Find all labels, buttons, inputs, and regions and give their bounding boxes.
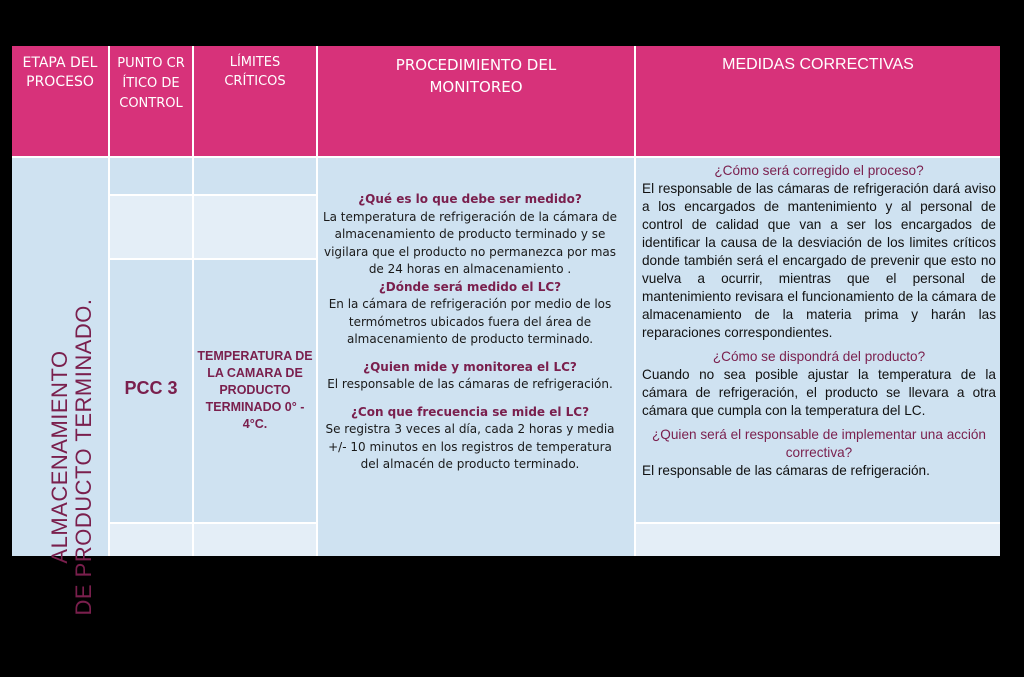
haccp-table — [12, 46, 1000, 616]
proc-answer-1: La temperatura de refrigeración de la cámara de almacenamiento de producto terminado y se vigilara que el producto no permanezca por mas de 24 horas en almacenamiento . — [322, 209, 618, 276]
limites-cell-bottom — [194, 524, 316, 556]
header-medidas: MEDIDAS CORRECTIVAS — [636, 46, 1000, 156]
medidas-question-2: ¿Cómo se dispondrá del producto? — [712, 349, 926, 364]
proc-answer-2: En la cámara de refrigeración por medio de los termómetros ubicados fuera del área de almacenamiento de producto terminado. — [328, 297, 612, 346]
header-procedimiento: PROCEDIMIENTO DEL MONITOREO — [318, 46, 634, 156]
proc-question-3: ¿Quien mide y monitorea el LC? — [363, 359, 577, 374]
medidas-answer-1: El responsable de las cámaras de refrigeración dará aviso a los encargados de mantenimiento y al personal de control de calidad que van a ser los encargados de identificar la causa de la desviación de los limites críticos donde también será el encargado de prevenir que esto no vuelva a ocurrir, mientras que el personal de mantenimiento revisara el funcionamiento de la cámara de almacenamiento de la materia prima y harán las reparaciones correspondientes. — [642, 181, 996, 340]
medidas-question-1: ¿Cómo será corregido el proceso? — [714, 163, 924, 178]
medidas-question-3: ¿Quien será el responsable de implementar una acción correctiva? — [652, 427, 986, 460]
medidas-cell-bottom — [636, 524, 1000, 556]
etapa-vertical-label: ALMACENAMIENTO DE PRODUCTO TERMINADO. — [47, 298, 96, 616]
limites-text: TEMPERATURA DE LA CAMARA DE PRODUCTO TERMINADO 0° - 4°C. — [197, 349, 313, 431]
limites-cell-top — [194, 158, 316, 194]
proc-question-2: ¿Dónde será medido el LC? — [378, 279, 562, 294]
limites-cell-main — [194, 260, 316, 522]
punto-cell-top — [110, 158, 192, 194]
proc-answer-3: El responsable de las cámaras de refrigeración. — [327, 377, 613, 391]
punto-cell-bottom — [110, 524, 192, 556]
limites-cell-mid — [194, 196, 316, 258]
etapa-cell — [12, 158, 108, 616]
medidas-cell — [636, 158, 1000, 522]
medidas-text — [642, 162, 996, 480]
punto-cell-main — [110, 260, 192, 522]
header-etapa: ETAPA DEL PROCESO — [12, 46, 108, 156]
proc-answer-4: Se registra 3 veces al día, cada 2 horas y media +/- 10 minutos en los registros de temperatura del almacén de producto terminado. — [325, 422, 615, 471]
proc-question-1: ¿Qué es lo que debe ser medido? — [358, 192, 582, 206]
procedimiento-text — [322, 191, 618, 474]
medidas-answer-3: El responsable de las cámaras de refrigeración. — [642, 463, 930, 478]
pcc-label: PCC 3 — [124, 378, 178, 398]
punto-cell-mid — [110, 196, 192, 258]
header-limites: LÍMITES CRÍTICOS — [194, 46, 316, 156]
procedimiento-cell — [318, 158, 634, 556]
header-punto-critico: PUNTO CRÍTICO DE CONTROL — [110, 46, 192, 156]
proc-question-4: ¿Con que frecuencia se mide el LC? — [350, 404, 590, 419]
medidas-answer-2: Cuando no sea posible ajustar la temperatura de la cámara de refrigeración, el producto se llevara a otra cámara que cumpla con la temperatura del LC. — [642, 367, 996, 418]
